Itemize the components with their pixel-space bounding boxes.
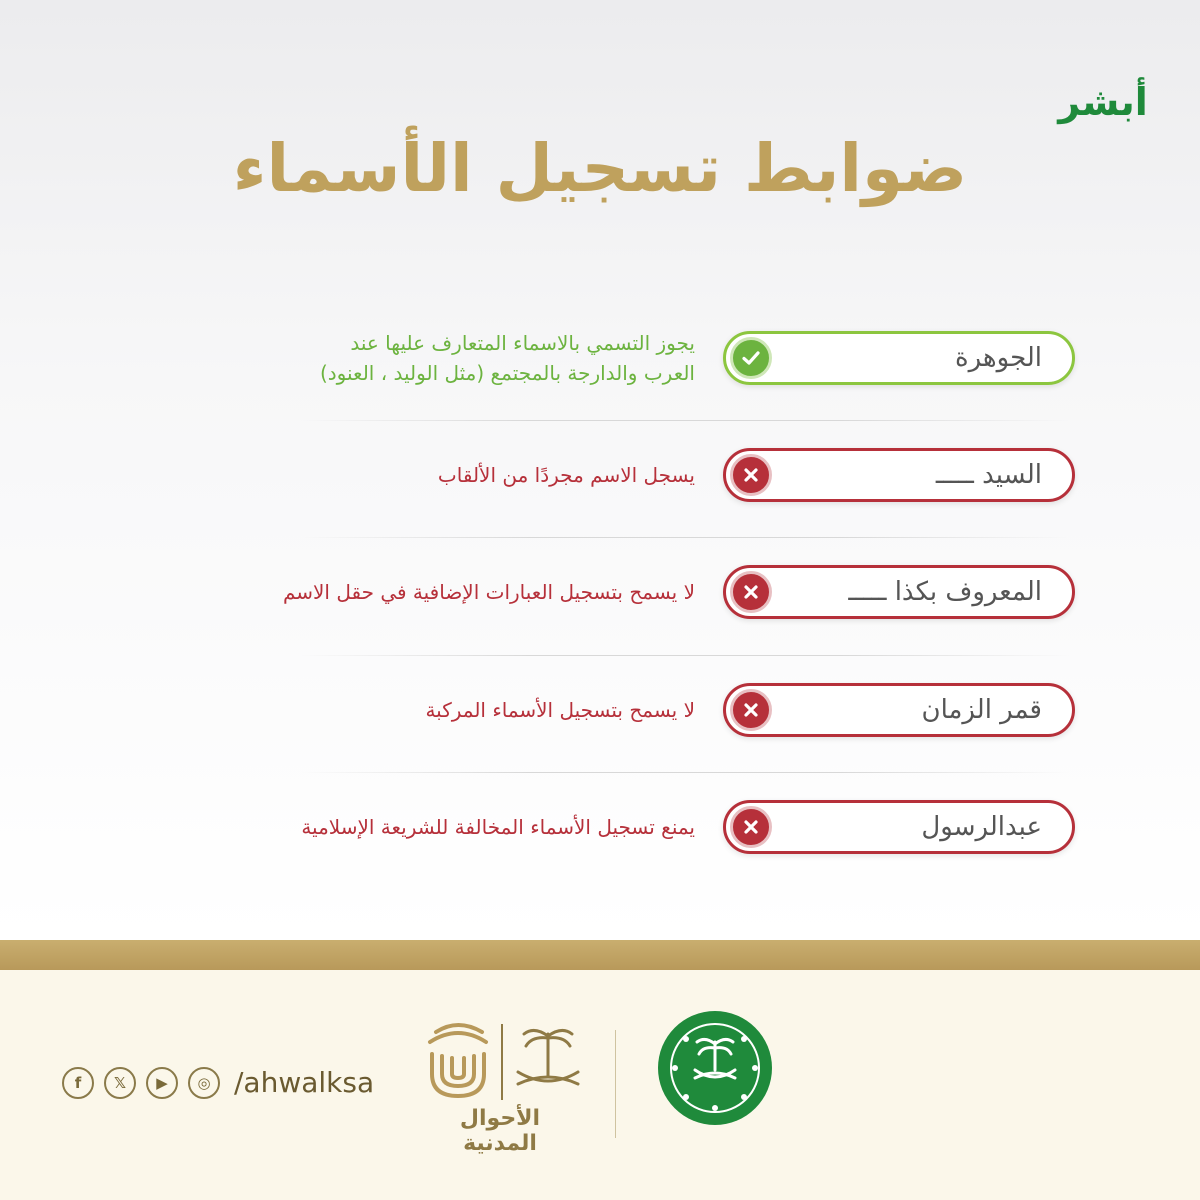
ahwal-emblem-icon [420,1014,610,1106]
footer-divider [615,1030,616,1138]
ahwal-logo [420,1014,610,1156]
gold-band [0,940,1200,970]
name-example-pill [723,683,1075,737]
x-icon [730,454,772,496]
ministry-seal-icon [655,1008,775,1128]
absher-logo-text: أبشر [1058,80,1148,124]
rule-description-line: لا يسمح بتسجيل الأسماء المركبة [425,698,695,722]
rule-description-line: لا يسمح بتسجيل العبارات الإضافية في حقل الاسم [282,580,695,604]
rule-description [135,655,695,765]
rule-row-extra-phrases [0,537,1200,647]
name-example: عبدالرسول [921,812,1042,842]
facebook-icon[interactable]: f [62,1067,94,1099]
rule-description-line: العرب والدارجة بالمجتمع (مثل الوليد ، العنود) [319,361,695,385]
x-icon [730,806,772,848]
page-title: ضوابط تسجيل الأسماء [232,130,968,207]
x-icon[interactable]: 𝕏 [104,1067,136,1099]
check-icon [730,337,772,379]
name-example-pill [723,448,1075,502]
name-example-pill [723,565,1075,619]
youtube-icon[interactable]: ▶ [146,1067,178,1099]
rule-row-compound-names [0,655,1200,765]
name-example-pill [723,800,1075,854]
instagram-icon[interactable]: ◎ [188,1067,220,1099]
rule-description [135,420,695,530]
name-example: قمر الزمان [921,695,1042,725]
rule-row-sharia [0,772,1200,882]
footer [0,970,1200,1200]
name-example: الجوهرة [954,343,1042,373]
name-example: المعروف بكذا ـــــ [848,577,1042,607]
rule-description-line: يجوز التسمي بالاسماء المتعارف عليها عند [350,331,695,355]
rule-description-line: يسجل الاسم مجردًا من الألقاب [437,463,695,487]
ahwal-logo-text: الأحوال المدنية [459,1106,541,1156]
rule-description-line: يمنع تسجيل الأسماء المخالفة للشريعة الإسلامية [301,815,695,839]
rule-description [135,537,695,647]
rule-description [135,772,695,882]
name-example-pill [723,331,1075,385]
rule-row-title [0,420,1200,530]
rule-description [135,303,695,413]
x-icon [730,571,772,613]
social-handle[interactable]: /ahwalksa [234,1066,375,1099]
x-icon [730,689,772,731]
rule-row-allowed [0,303,1200,413]
social-links [62,1066,374,1099]
name-example: السيد ـــــ [935,460,1042,490]
